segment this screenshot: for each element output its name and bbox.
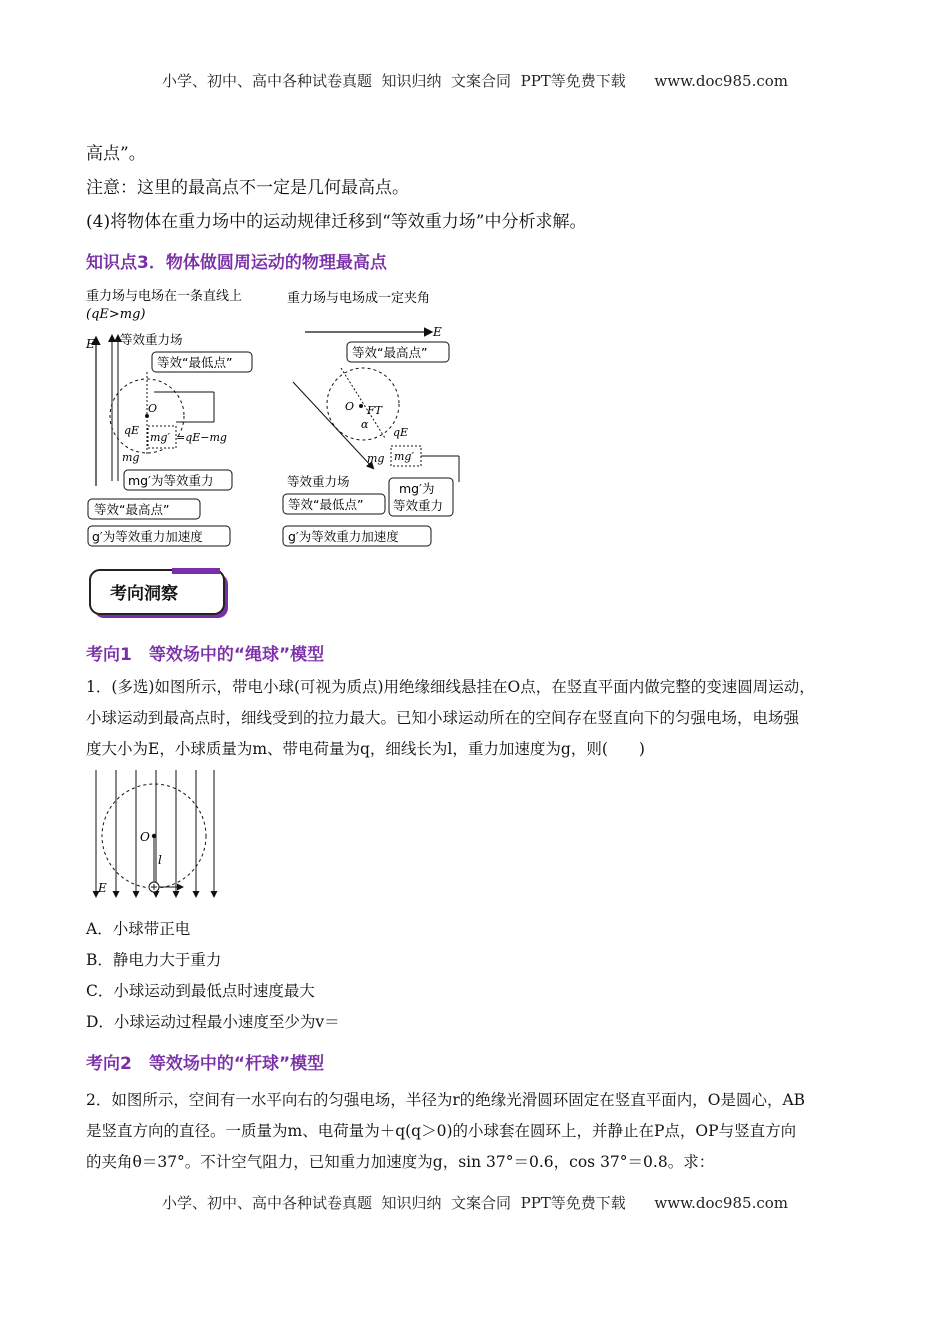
center-dot — [359, 404, 363, 408]
q1-fig-O: O — [140, 830, 150, 844]
q1-line-3: 度大小为E，小球质量为m、带电荷量为q，细线长为l，重力加速度为g，则( ) — [86, 740, 645, 758]
fig-right-FT: FT — [367, 404, 382, 417]
fig-left-O: O — [148, 402, 158, 415]
fig-left-caption-1: 重力场与电场在一条直线上 — [86, 289, 243, 304]
fig-right-alpha: α — [361, 418, 369, 431]
note-line — [86, 180, 409, 197]
intro-line-3: (4)将物体在重力场中的运动规律迁移到“等效重力场”中分析求解。 — [86, 212, 587, 232]
banner-kaoxiang — [88, 566, 234, 622]
fig-left-box-lowest: 等效“最低点” — [157, 355, 233, 370]
fig-right-caption: 重力场与电场成一定夹角 — [287, 291, 431, 306]
q2-line-3: 的夹角θ＝37°。不计空气阻力，已知重力加速度为g，sin 37°＝0.6，cos 37°＝0.8。求： — [86, 1153, 715, 1171]
q1-fig-l: l — [158, 853, 162, 867]
q2-line-1: 2．如图所示，空间有一水平向右的匀强电场，半径为r的绝缘光滑圆环固定在竖直平面内，O是圆心，AB — [86, 1091, 806, 1109]
note-label: 注意： — [86, 178, 137, 198]
section-title-knowledge-3: 知识点3．物体做圆周运动的物理最高点 — [86, 253, 387, 273]
fig-right-box-highest: 等效“最高点” — [352, 345, 428, 360]
fig-left-box-eqgrav: mg′为等效重力 — [128, 473, 214, 488]
field-lines — [96, 770, 214, 896]
fig-left-field-label: 等效重力场 — [120, 332, 183, 347]
fig-right-box-eqgrav-1: mg′为 — [399, 481, 435, 496]
fig-left-mgp: mg′ — [150, 431, 170, 444]
fig-left-eq: =qE−mg — [176, 431, 227, 444]
page-header: 小学、初中、高中各种试卷真题 知识归纳 文案合同 PPT等免费下载 www.doc985.com — [161, 72, 788, 90]
fig-right-qE: qE — [393, 426, 409, 439]
figure-right-diagram — [281, 286, 471, 552]
page-footer: 小学、初中、高中各种试卷真题 知识归纳 文案合同 PPT等免费下载 www.doc985.com — [161, 1194, 788, 1212]
q1-option-a: A．小球带正电 — [86, 920, 191, 938]
banner-text: 考向洞察 — [110, 584, 178, 604]
q1-line-2: 小球运动到最高点时，细线受到的拉力最大。已知小球运动所在的空间存在竖直向下的匀强电场，电场强 — [86, 709, 800, 727]
fig-left-box-highest: 等效“最高点” — [94, 502, 170, 517]
banner-tab — [172, 568, 220, 574]
q1-fig-E: E — [98, 881, 107, 895]
direction-2-title: 考向2 等效场中的“杆球”模型 — [86, 1054, 325, 1074]
fig-left-mg: mg — [122, 451, 140, 464]
fig-right-field-label: 等效重力场 — [287, 474, 350, 489]
q1-option-b: B．静电力大于重力 — [86, 951, 222, 969]
fig-right-box-lowest: 等效“最低点” — [288, 497, 364, 512]
fig-left-qE: qE — [124, 424, 140, 437]
fig-right-mgp: mg′ — [394, 450, 414, 463]
fig-left-caption-2: (qE>mg) — [86, 307, 146, 322]
fig-left-box-accel: g′为等效重力加速度 — [92, 529, 203, 544]
fig-right-E: E — [433, 325, 442, 339]
fig-right-box-accel: g′为等效重力加速度 — [288, 529, 399, 544]
note-text: 这里的最高点不一定是几何最高点。 — [137, 178, 409, 198]
q1-line-1: 1．(多选)如图所示，带电小球(可视为质点)用绝缘细线悬挂在O点，在竖直平面内做完整的变速圆周运动， — [86, 678, 815, 696]
q1-figure — [88, 770, 220, 902]
figure-left-diagram — [84, 286, 254, 552]
direction-1-title: 考向1 等效场中的“绳球”模型 — [86, 645, 325, 665]
q2-line-2: 是竖直方向的直径。一质量为m、电荷量为＋q(q＞0)的小球套在圆环上，并静止在P点，OP与竖直方向 — [86, 1122, 797, 1140]
intro-line-1: 高点”。 — [86, 144, 146, 164]
fig-left-E: E — [86, 337, 95, 351]
fig-right-mg: mg — [367, 452, 385, 465]
q1-option-d: D．小球运动过程最小速度至少为v＝ — [86, 1013, 340, 1031]
q1-option-c: C．小球运动到最低点时速度最大 — [86, 982, 315, 1000]
fig-right-box-eqgrav-2: 等效重力 — [393, 498, 444, 513]
fig-right-O: O — [345, 400, 355, 413]
